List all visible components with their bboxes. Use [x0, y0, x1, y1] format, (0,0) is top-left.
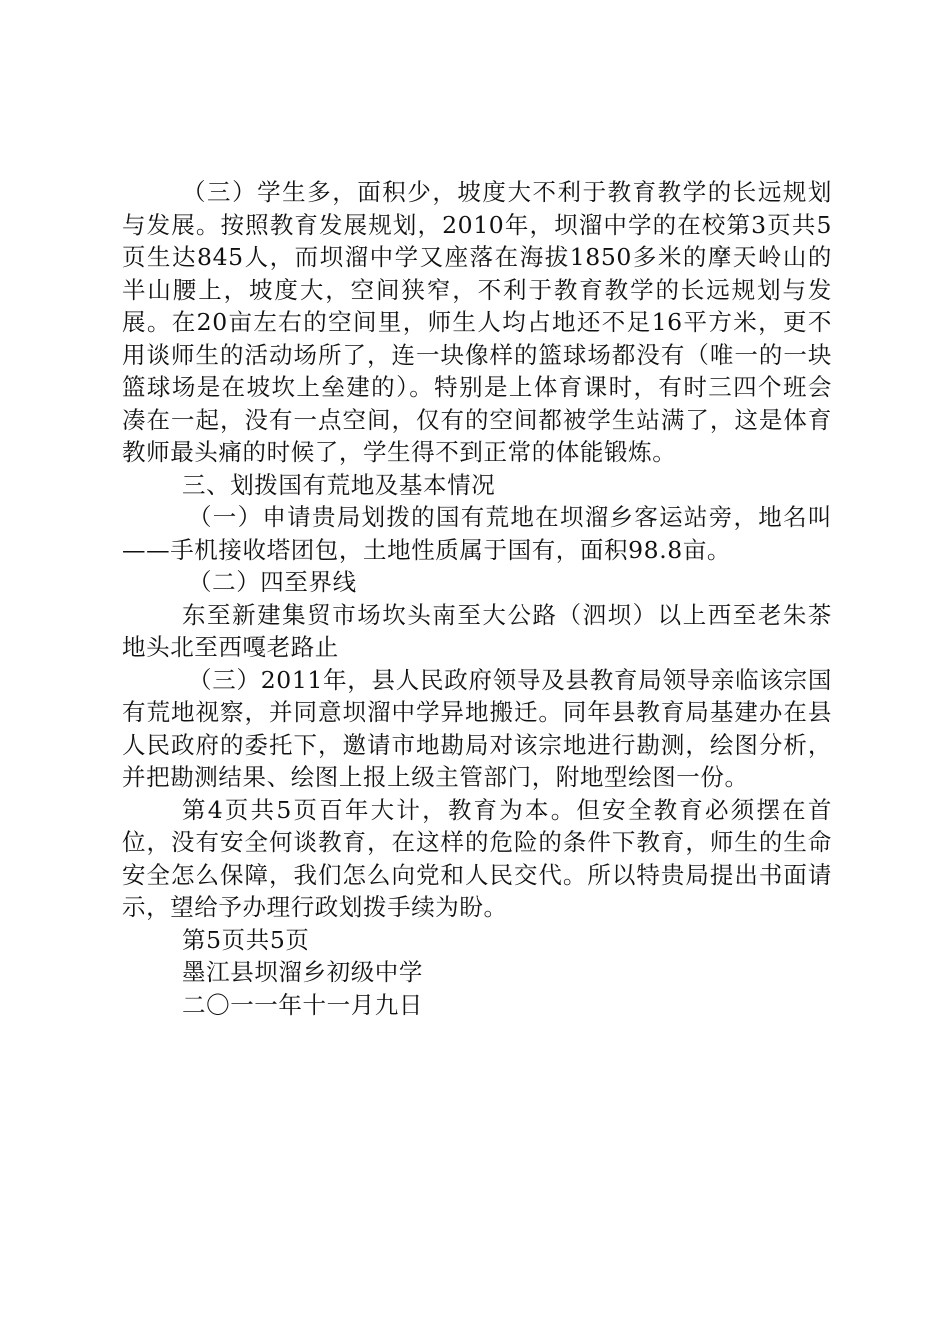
paragraph-closing-request: 第4页共5页百年大计，教育为本。但安全教育必须摆在首位，没有安全何谈教育，在这样的危险的条件下教育，师生的生命安全怎么保障，我们怎么向党和人民交代。所以特贵局提出书面请示，望给予办理行政划拨手续为盼。 [122, 795, 832, 921]
paragraph-site-inspection: （三）2011年，县人民政府领导及县教育局领导亲临该宗国有荒地视察，并同意坝溜中学异地搬迁。同年县教育局基建办在县人民政府的委托下，邀请市地勘局对该宗地进行勘测，绘图分析，并把勘测结果、绘图上报上级主管部门，附地型绘图一份。 [122, 665, 832, 791]
paragraph-boundary-description: 东至新建集贸市场坎头南至大公路（泗坝）以上西至老朱茶地头北至西嘎老路止 [122, 600, 832, 661]
document-date: 二〇一一年十一月九日 [182, 990, 423, 1019]
paragraph-student-space: （三）学生多，面积少，坡度大不利于教育教学的长远规划与发展。按照教育发展规划，2010年，坝溜中学的在校第3页共5页生达845人，而坝溜中学又座落在海拔1850多米的摩天岭山的半山腰上，坡度大，空间狭窄，不利于教育教学的长远规划与发展。在20亩左右的空间里，师生人均占地还不足16平方米，更不用谈师生的活动场所了，连一块像样的篮球场都没有（唯一的一块篮球场是在坡坎上垒建的）。特别是上体育课时，有时三四个班会凑在一起，没有一点空间，仅有的空间都被学生站满了，这是体育教师最头痛的时候了，学生得不到正常的体能锻炼。 [122, 178, 832, 466]
paragraph-land-application: （一）申请贵局划拨的国有荒地在坝溜乡客运站旁，地名叫——手机接收塔团包，土地性质属于国有，面积98.8亩。 [122, 503, 832, 564]
heading-section-3: 三、划拨国有荒地及基本情况 [182, 470, 496, 499]
heading-boundaries: （二）四至界线 [188, 568, 357, 596]
document-body [122, 176, 832, 1021]
page-marker: 第5页共5页 [182, 925, 310, 954]
signature-school-name: 墨江县坝溜乡初级中学 [182, 958, 423, 986]
